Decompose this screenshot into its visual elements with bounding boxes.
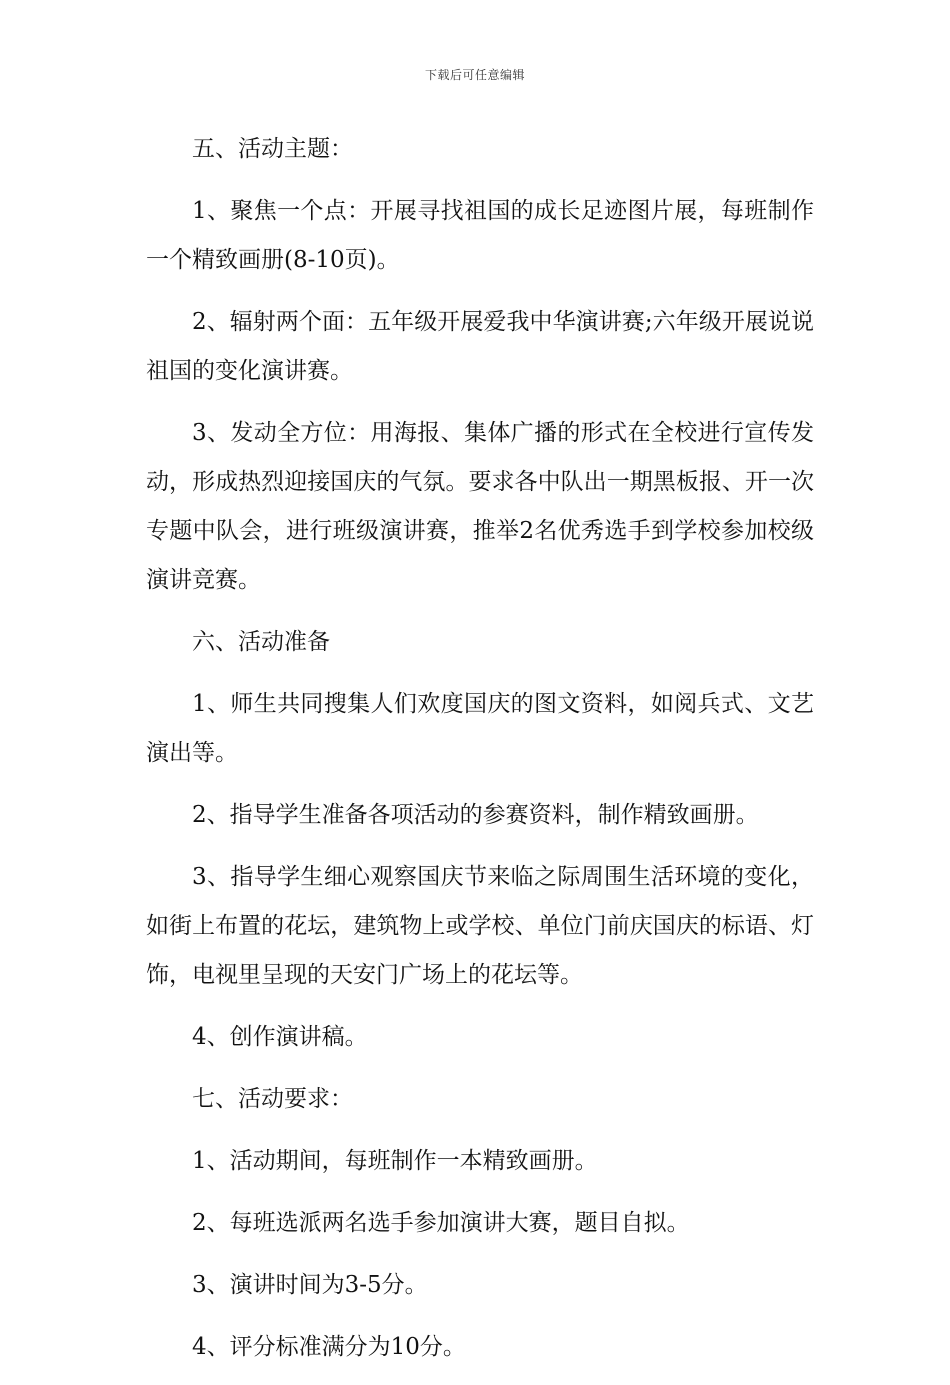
paragraph: 2、每班选派两名选手参加演讲大赛，题目自拟。	[192, 1210, 690, 1236]
paragraph: 3、发动全方位：用海报、集体广播的形式在全校进行宣传发动，形成热烈迎接国庆的气氛。要求各中队出一期黑板报、开一次专题中队会，进行班级演讲赛，推举2名优秀选手到学校参加校级演讲竞赛。	[146, 420, 814, 593]
paragraph: 4、创作演讲稿。	[192, 1024, 368, 1050]
paragraph: 2、辐射两个面：五年级开展爱我中华演讲赛;六年级开展说说祖国的变化演讲赛。	[146, 309, 814, 384]
paragraph: 3、演讲时间为3-5分。	[192, 1272, 428, 1298]
document-body	[146, 125, 814, 1385]
paragraph: 1、聚焦一个点：开展寻找祖国的成长足迹图片展，每班制作一个精致画册(8-10页)。	[146, 198, 814, 273]
page-header: 下载后可任意编辑	[424, 68, 525, 82]
paragraph: 2、指导学生准备各项活动的参赛资料，制作精致画册。	[192, 802, 759, 828]
paragraph: 3、指导学生细心观察国庆节来临之际周围生活环境的变化，如街上布置的花坛，建筑物上或学校、单位门前庆国庆的标语、灯饰，电视里呈现的天安门广场上的花坛等。	[146, 864, 814, 988]
paragraph: 1、活动期间，每班制作一本精致画册。	[192, 1148, 598, 1174]
paragraph: 1、师生共同搜集人们欢度国庆的图文资料，如阅兵式、文艺演出等。	[146, 691, 814, 766]
section-heading-theme: 五、活动主题：	[192, 136, 353, 162]
section-heading-requirements: 七、活动要求：	[192, 1086, 353, 1112]
section-heading-preparation: 六、活动准备	[192, 629, 330, 655]
paragraph: 4、评分标准满分为10分。	[192, 1334, 466, 1360]
